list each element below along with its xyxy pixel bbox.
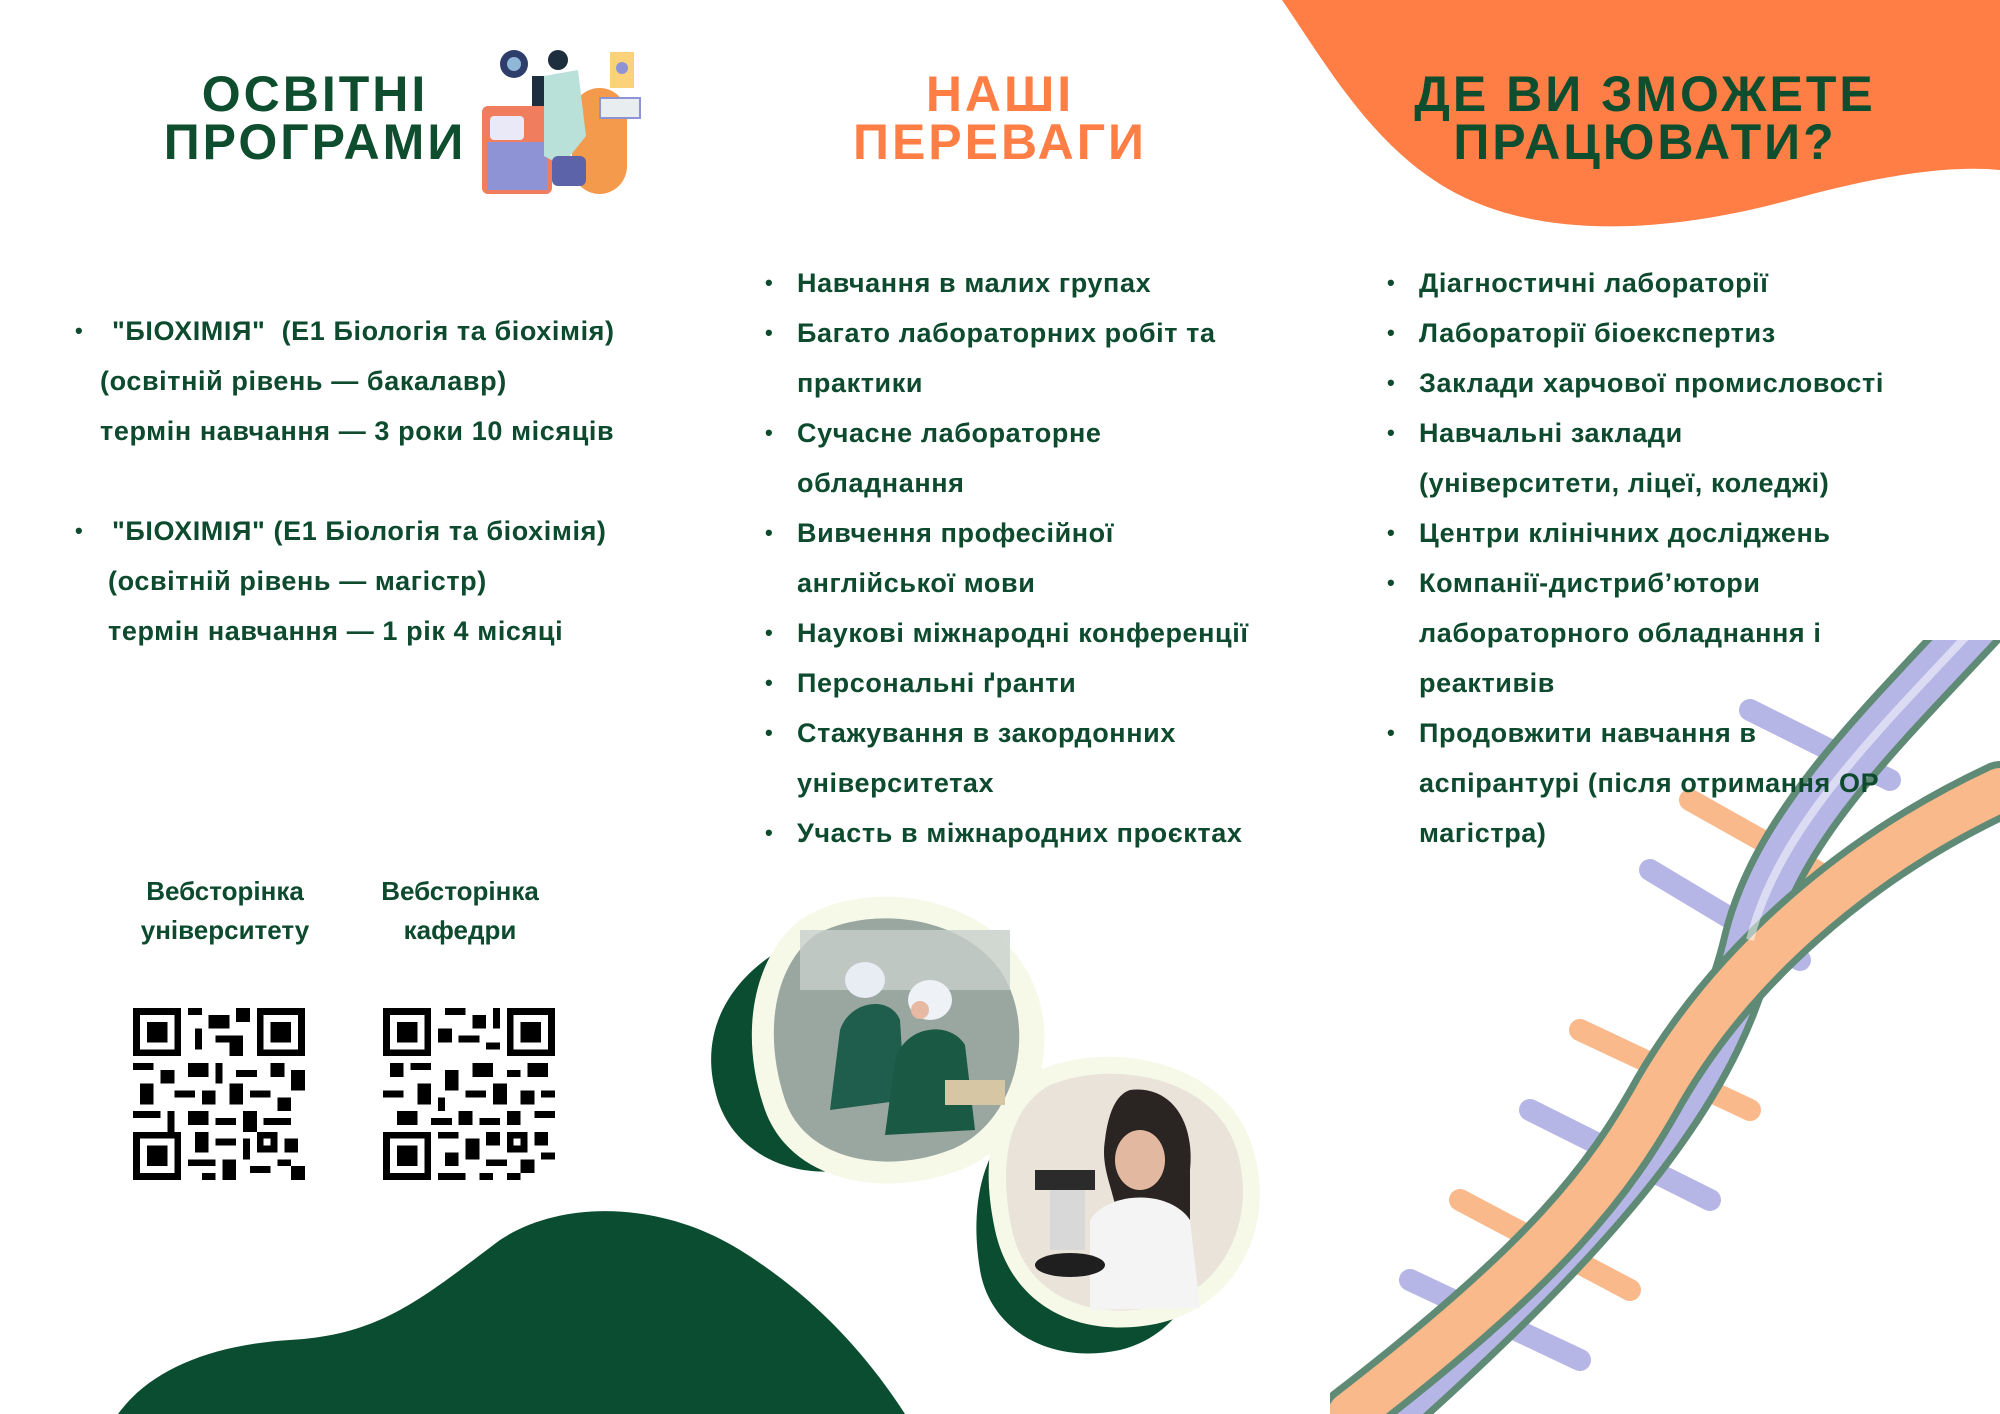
careers-heading <box>1395 66 1895 170</box>
lab-workers-photo <box>774 918 1019 1161</box>
list-item <box>1379 258 1939 308</box>
list-item-text: Вивчення професійної <box>797 518 1114 548</box>
list-item <box>757 808 1317 858</box>
university-site-label-line1: Вебсторінка <box>146 876 304 906</box>
program-master: • "БІОХІМІЯ" (Е1 Біологія та біохімія) (освітній рівень — магістр) термін навчання — 1 рік 4 місяці <box>100 506 700 656</box>
list-item <box>1379 558 1939 708</box>
program-bachelor-level: (освітній рівень — бакалавр) <box>100 366 507 396</box>
list-item-text: Діагностичні лабораторії <box>1419 268 1769 298</box>
programs-heading <box>140 66 490 170</box>
programs-heading-line2: ПРОГРАМИ <box>163 114 467 170</box>
list-item-text-cont: реактивів <box>1419 668 1555 698</box>
department-site-label-line2: кафедри <box>403 915 517 945</box>
advantages-heading-line1: НАШІ <box>925 66 1075 122</box>
lab-photos <box>690 870 1330 1360</box>
list-item <box>1379 308 1939 358</box>
careers-list <box>1379 258 1939 858</box>
list-item-text: Заклади харчової промисловості <box>1419 368 1884 398</box>
list-item <box>1379 358 1939 408</box>
program-bachelor-duration: термін навчання — 3 роки 10 місяців <box>100 416 615 446</box>
programs-heading-line1: ОСВІТНІ <box>201 66 429 122</box>
scientist-microscope-icon <box>482 46 648 194</box>
program-master-duration: термін навчання — 1 рік 4 місяці <box>108 616 564 646</box>
list-item <box>1379 508 1939 558</box>
list-item-text-cont: (університети, ліцеї, коледжі) <box>1419 468 1830 498</box>
list-item-text-cont: магістра) <box>1419 818 1547 848</box>
advantages-list <box>757 258 1317 858</box>
program-master-level: (освітній рівень — магістр) <box>108 566 487 596</box>
careers-heading-line1: ДЕ ВИ ЗМОЖЕТЕ <box>1414 66 1876 122</box>
department-site-label-line1: Вебсторінка <box>381 876 539 906</box>
list-item-text: Багато лабораторних робіт та <box>797 318 1216 348</box>
list-item <box>1379 708 1939 858</box>
list-item <box>757 608 1317 658</box>
list-item <box>757 308 1317 408</box>
list-item-text-cont: аспірантурі (після отримання ОР <box>1419 768 1880 798</box>
list-item <box>1379 408 1939 508</box>
advantages-heading <box>835 66 1165 170</box>
list-item <box>757 508 1317 608</box>
program-master-title: "БІОХІМІЯ" (Е1 Біологія та біохімія) <box>112 516 607 546</box>
list-item-text: Персональні ґранти <box>797 668 1077 698</box>
list-item-text: Наукові міжнародні конференції <box>797 618 1249 648</box>
list-item <box>757 708 1317 808</box>
university-qr-code[interactable] <box>133 1008 305 1180</box>
list-item-text-cont: обладнання <box>797 468 965 498</box>
program-bachelor-title: "БІОХІМІЯ" (Е1 Біологія та біохімія) <box>112 316 615 346</box>
list-item-text: Участь в міжнародних проєктах <box>797 818 1243 848</box>
list-item-text-cont: практики <box>797 368 924 398</box>
list-item-text-cont: університетах <box>797 768 995 798</box>
department-qr-code[interactable] <box>383 1008 555 1180</box>
university-site-label <box>120 872 330 950</box>
list-item-text: Лабораторії біоекспертиз <box>1419 318 1776 348</box>
list-item-text: Навчання в малих групах <box>797 268 1152 298</box>
department-site-label <box>355 872 565 950</box>
student-microscope-photo <box>1006 1074 1243 1311</box>
careers-heading-line2: ПРАЦЮВАТИ? <box>1453 114 1837 170</box>
advantages-heading-line2: ПЕРЕВАГИ <box>853 114 1147 170</box>
list-item-text: Сучасне лабораторне <box>797 418 1102 448</box>
list-item-text-cont: англійської мови <box>797 568 1036 598</box>
list-item-text: Компанії-дистриб’ютори <box>1419 568 1761 598</box>
list-item-text: Стажування в закордонних <box>797 718 1176 748</box>
program-bachelor: • "БІОХІМІЯ" (Е1 Біологія та біохімія) (освітній рівень — бакалавр) термін навчання — 3 роки 10 місяців <box>100 306 700 456</box>
list-item-text: Навчальні заклади <box>1419 418 1683 448</box>
university-site-label-line2: університету <box>140 915 310 945</box>
list-item <box>757 408 1317 508</box>
list-item-text-cont: лабораторного обладнання і <box>1419 618 1822 648</box>
list-item-text: Продовжити навчання в <box>1419 718 1757 748</box>
list-item <box>757 658 1317 708</box>
list-item-text: Центри клінічних досліджень <box>1419 518 1831 548</box>
list-item <box>757 258 1317 308</box>
